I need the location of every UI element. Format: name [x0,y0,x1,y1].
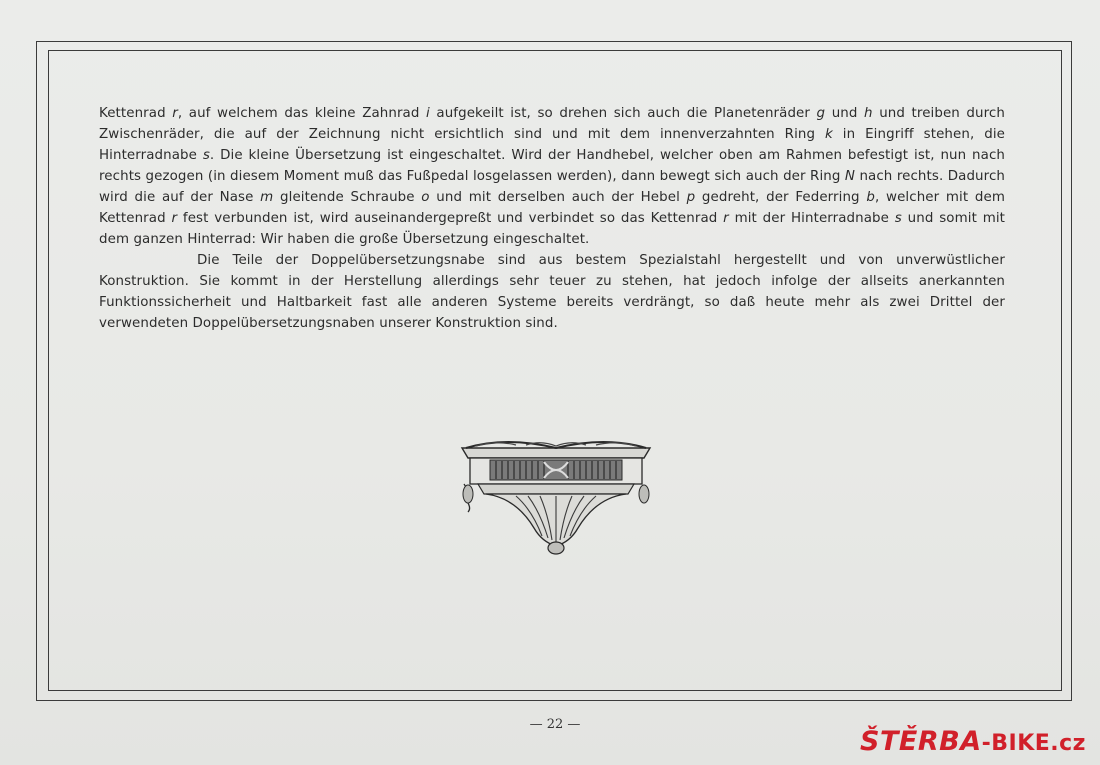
text-run: , welcher mit dem Kettenrad [99,190,1006,226]
italic-variable: r [171,211,178,226]
italic-variable: g [816,106,826,121]
italic-variable: h [864,106,873,121]
italic-variable: b [866,190,875,205]
watermark-brand: ŠTĚRBA [860,726,982,757]
italic-variable: s [202,148,210,163]
text-run: , auf welchem das kleine Zahnrad [177,106,427,121]
italic-variable: r [723,211,729,226]
italic-variable: k [825,127,833,142]
text-run: und somit mit dem ganzen Hinterrad: Wir haben die große Übersetzung eingeschaltet. [99,211,1006,247]
text-run: fest verbunden ist, wird auseinandergepreßt und verbindet so das Kettenrad [177,211,724,226]
decorative-bracket-ornament [456,438,656,556]
text-run: und mit derselben auch der Hebel [429,190,687,205]
paragraph [99,250,1005,334]
text-run: aufgekeilt ist, so drehen sich auch die Planetenräder [429,106,817,121]
text-run: in Eingriff stehen, die Hinterradnabe [99,127,1005,163]
italic-variable: p [686,190,696,205]
text-run: und treiben durch Zwischenräder, die auf der Zeichnung nicht ersichtlich sind und mit dem innenverzahnten Ring [99,106,1005,142]
italic-variable: s [894,211,902,226]
page-number: — 22 — [529,717,581,732]
body-text [99,103,1005,334]
italic-variable: o [421,190,430,205]
site-watermark-logo[interactable] [860,726,1086,757]
text-run: Kettenrad [99,106,173,121]
italic-variable: i [426,106,430,121]
text-run: gedreht, der Federring [695,190,867,205]
text-run: mit der Hinterradnabe [728,211,895,226]
text-run: Die Teile der Doppelübersetzungsnabe sind aus bestem Spezialstahl hergestellt und von unverwüstlicher Konstruktion. Sie kommt in der Herstellung allerdings sehr teuer zu stehen, hat jedoch infolge der allseits anerkannten Funktionssicherheit und Haltbarkeit fast alle anderen Systeme bereits verdrängt, so daß heute mehr als zwei Drittel der verwendeten Doppelübersetzungsnaben unserer Konstruktion sind. [99,253,1005,331]
italic-variable: N [844,169,856,184]
paragraph [99,103,1005,250]
italic-variable: m [260,190,274,205]
text-run: gleitende Schraube [273,190,422,205]
italic-variable: r [172,106,178,121]
watermark-suffix: -BIKE.cz [981,731,1086,756]
text-run: und [825,106,865,121]
text-run: nach rechts. Dadurch wird die auf der Nase [99,169,1005,205]
text-run: . Die kleine Übersetzung ist eingeschaltet. Wird der Handhebel, welcher oben am Rahmen befestigt ist, nun nach rechts gezogen (in diesem Moment muß das Fußpedal losgelassen werden), dann bewegt sich auch der Ring [99,148,1005,184]
